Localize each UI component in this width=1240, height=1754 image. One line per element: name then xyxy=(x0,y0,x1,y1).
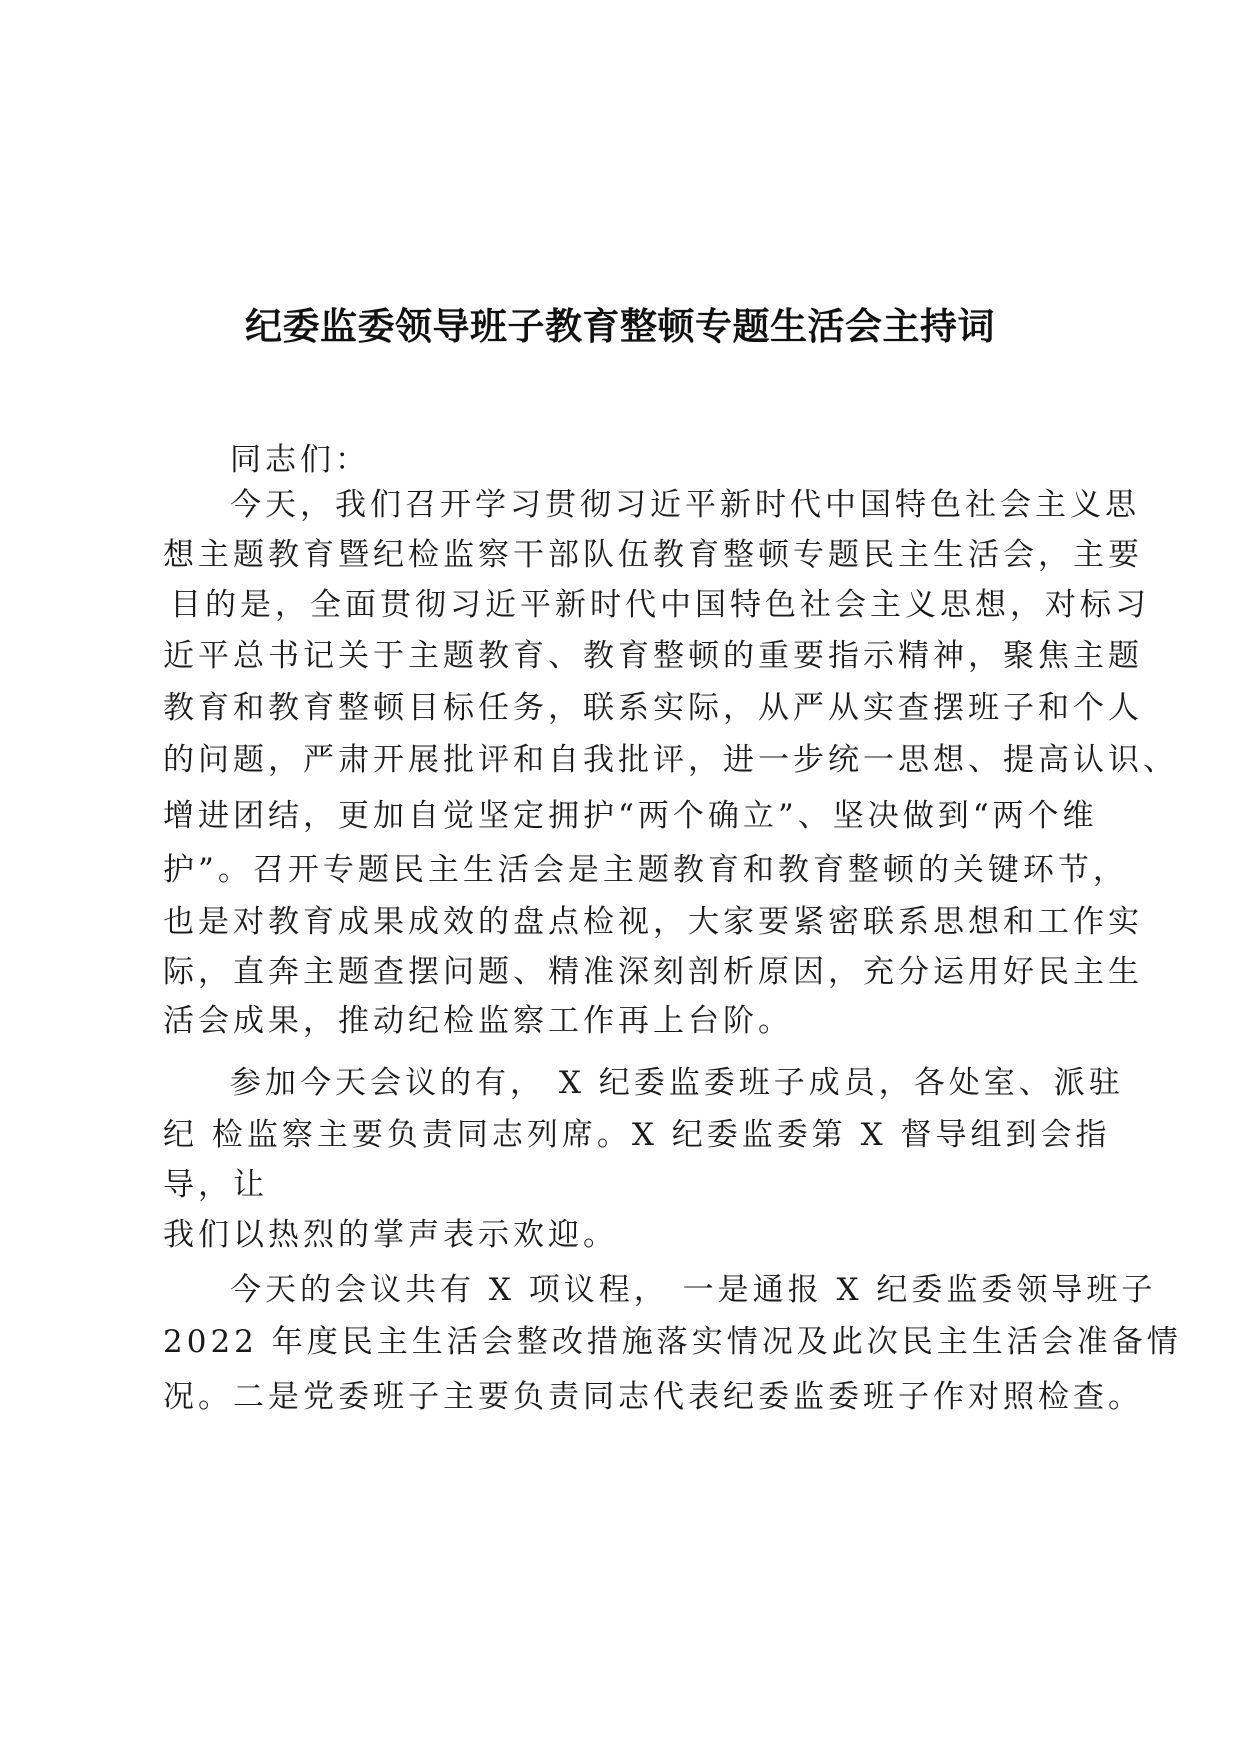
paragraph-line: 今天，我们召开学习贯彻习近平新时代中国特色社会主义思 xyxy=(230,487,1140,523)
paragraph-line: 想主题教育暨纪检监察干部队伍教育整顿专题民主生活会，主要 xyxy=(163,537,1143,573)
paragraph-line: 导，让 xyxy=(163,1167,268,1203)
paragraph-line: 我们以热烈的掌声表示欢迎。 xyxy=(163,1217,618,1253)
paragraph-line: 增进团结，更加自觉坚定拥护“两个确立”、坚决做到“两个维 xyxy=(163,798,1098,834)
paragraph-line: 纪 检监察主要负责同志列席。X 纪委监委第 X 督导组到会指 xyxy=(163,1117,1111,1153)
paragraph-line: 2022 年度民主生活会整改措施落实情况及此次民主生活会准备情 xyxy=(163,1324,1182,1360)
salutation: 同志们： xyxy=(230,442,370,478)
paragraph-line: 的问题，严肃开展批评和自我批评，进一步统一思想、提高认识、 xyxy=(163,742,1178,778)
paragraph-line: 护”。召开专题民主生活会是主题教育和教育整顿的关键环节， xyxy=(163,852,1128,888)
document-title: 纪委监委领导班子教育整顿专题生活会主持词 xyxy=(245,305,995,348)
paragraph-line: 也是对教育成果成效的盘点检视，大家要紧密联系思想和工作实 xyxy=(163,904,1143,940)
paragraph-line: 今天的会议共有 X 项议程， 一是通报 X 纪委监委领导班子 xyxy=(230,1272,1157,1308)
paragraph-line: 际，直奔主题查摆问题、精准深刻剖析原因，充分运用好民主生 xyxy=(163,954,1143,990)
paragraph-line: 况。二是党委班子主要负责同志代表纪委监委班子作对照检查。 xyxy=(163,1379,1143,1415)
paragraph-line: 教育和教育整顿目标任务，联系实际，从严从实查摆班子和个人 xyxy=(163,690,1143,726)
paragraph-line: 目的是，全面贯彻习近平新时代中国特色社会主义思想，对标习 xyxy=(170,587,1150,623)
paragraph-line: 参加今天会议的有， X 纪委监委班子成员，各处室、派驻 xyxy=(230,1065,1124,1101)
paragraph-line: 近平总书记关于主题教育、教育整顿的重要指示精神，聚焦主题 xyxy=(163,638,1143,674)
paragraph-line: 活会成果，推动纪检监察工作再上台阶。 xyxy=(163,1003,793,1039)
